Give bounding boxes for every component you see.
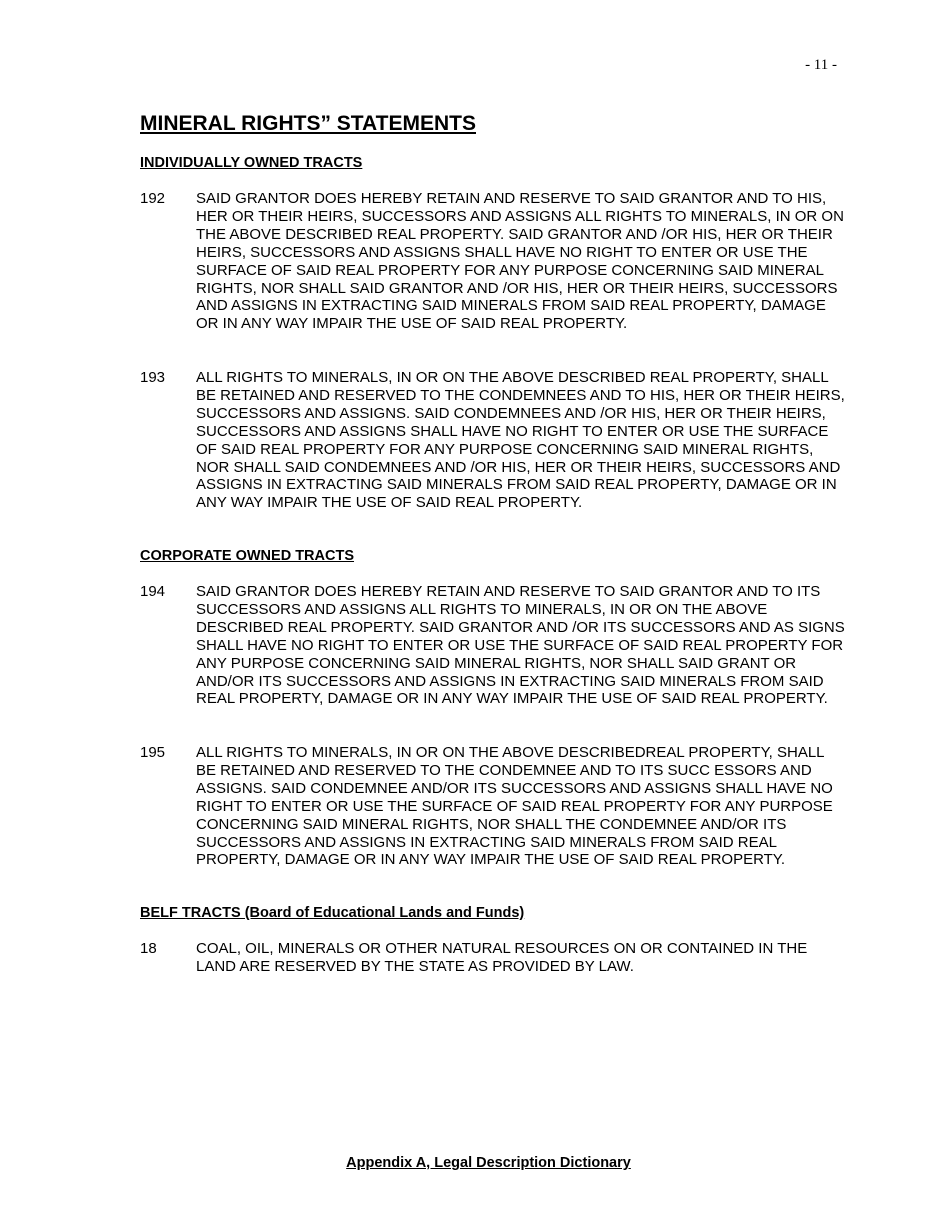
page-number: - 11 - bbox=[805, 57, 837, 73]
page-footer: Appendix A, Legal Description Dictionary bbox=[346, 1155, 631, 1171]
entry-text: SAID GRANTOR DOES HEREBY RETAIN AND RESERVE TO SAID GRANTOR AND TO HIS, HER OR THEIR HEIRS, SUCCESSORS AND ASSIGNS ALL RIGHTS TO MINERALS, IN OR ON THE ABOVE DESCRIBED REAL PROPERTY. SAID GRANTOR AND /OR HIS, HER OR THEIR HEIRS, SUCCESSORS AND ASSIGNS SHALL HAVE NO RIGHT TO ENTER OR USE THE SURFACE OF SAID REAL PROPERTY FOR ANY PURPOSE CONCERNING SAID MINERAL RIGHTS, NOR SHALL SAID GRANTOR AND /OR HIS, HER OR THEIR HEIRS, SUCCESSORS AND ASSIGNS IN EXTRACTING SAID MINERALS FROM SAID REAL PROPERTY, DAMAGE OR IN ANY WAY IMPAIR THE USE OF SAID REAL PROPERTY. bbox=[196, 190, 844, 333]
entry-number: 18 bbox=[140, 940, 157, 957]
section-heading-individually-owned: INDIVIDUALLY OWNED TRACTS bbox=[140, 155, 363, 171]
entry-number: 192 bbox=[140, 190, 166, 207]
entry-number: 194 bbox=[140, 583, 166, 600]
section-heading-corporate-owned: CORPORATE OWNED TRACTS bbox=[140, 548, 355, 564]
entry-text: ALL RIGHTS TO MINERALS, IN OR ON THE ABOVE DESCRIBED REAL PROPERTY, SHALL BE RETAINED AND RESERVED TO THE CONDEMNEES AND TO HIS, HER OR THEIR HEIRS, SUCCESSORS AND ASSIGNS. SAID CONDEMNEES AND /OR HIS, HER OR THEIR HEIRS, SUCCESSORS AND ASSIGNS SHALL HAVE NO RIGHT TO ENTER OR USE THE SURFACE OF SAID REAL PROPERTY FOR ANY PURPOSE CONCERNING SAID MINERAL RIGHTS, NOR SHALL SAID CONDEMNEES AND /OR HIS, HER OR THEIR HEIRS, SUCCESSORS AND ASSIGNS IN EXTRACTING SAID MINERALS FROM SAID REAL PROPERTY, DAMAGE OR IN ANY WAY IMPAIR THE USE OF SAID REAL PROPERTY. bbox=[196, 369, 845, 512]
page-title: MINERAL RIGHTS” STATEMENTS bbox=[140, 112, 476, 135]
entry-number: 193 bbox=[140, 369, 166, 386]
entry-text: ALL RIGHTS TO MINERALS, IN OR ON THE ABOVE DESCRIBEDREAL PROPERTY, SHALL BE RETAINED AND RESERVED TO THE CONDEMNEE AND TO ITS SUCC ESSORS AND ASSIGNS. SAID CONDEMNEE AND/OR ITS SUCCESSORS AND ASSIGNS SHALL HAVE NO RIGHT TO ENTER OR USE THE SURFACE OF SAID REAL PROPERTY FOR ANY PURPOSE CONCERNING SAID MINERAL RIGHTS, NOR SHALL THE CONDEMNEE AND/OR ITS SUCCESSORS AND ASSIGNS IN EXTRACTING SAID MINERALS FROM SAID REAL PROPERTY, DAMAGE OR IN ANY WAY IMPAIR THE USE OF SAID REAL PROPERTY. bbox=[196, 744, 833, 869]
entry-text: SAID GRANTOR DOES HEREBY RETAIN AND RESERVE TO SAID GRANTOR AND TO ITS SUCCESSORS AND ASSIGNS ALL RIGHTS TO MINERALS, IN OR ON THE ABOVE DESCRIBED REAL PROPERTY. SAID GRANTOR AND /OR ITS SUCCESSORS AND AS SIGNS SHALL HAVE NO RIGHT TO ENTER OR USE THE SURFACE OF SAID REAL PROPERTY FOR ANY PURPOSE CONCERNING SAID MINERAL RIGHTS, NOR SHALL SAID GRANT OR AND/OR ITS SUCCESSORS AND ASSIGNS IN EXTRACTING SAID MINERALS FROM SAID REAL PROPERTY, DAMAGE OR IN ANY WAY IMPAIR THE USE OF SAID REAL PROPERTY. bbox=[196, 583, 845, 708]
entry-text: COAL, OIL, MINERALS OR OTHER NATURAL RESOURCES ON OR CONTAINED IN THE LAND ARE RESERVED BY THE STATE AS PROVIDED BY LAW. bbox=[196, 940, 808, 975]
entry-number: 195 bbox=[140, 744, 166, 761]
section-heading-belf-tracts: BELF TRACTS (Board of Educational Lands and Funds) bbox=[140, 905, 525, 921]
